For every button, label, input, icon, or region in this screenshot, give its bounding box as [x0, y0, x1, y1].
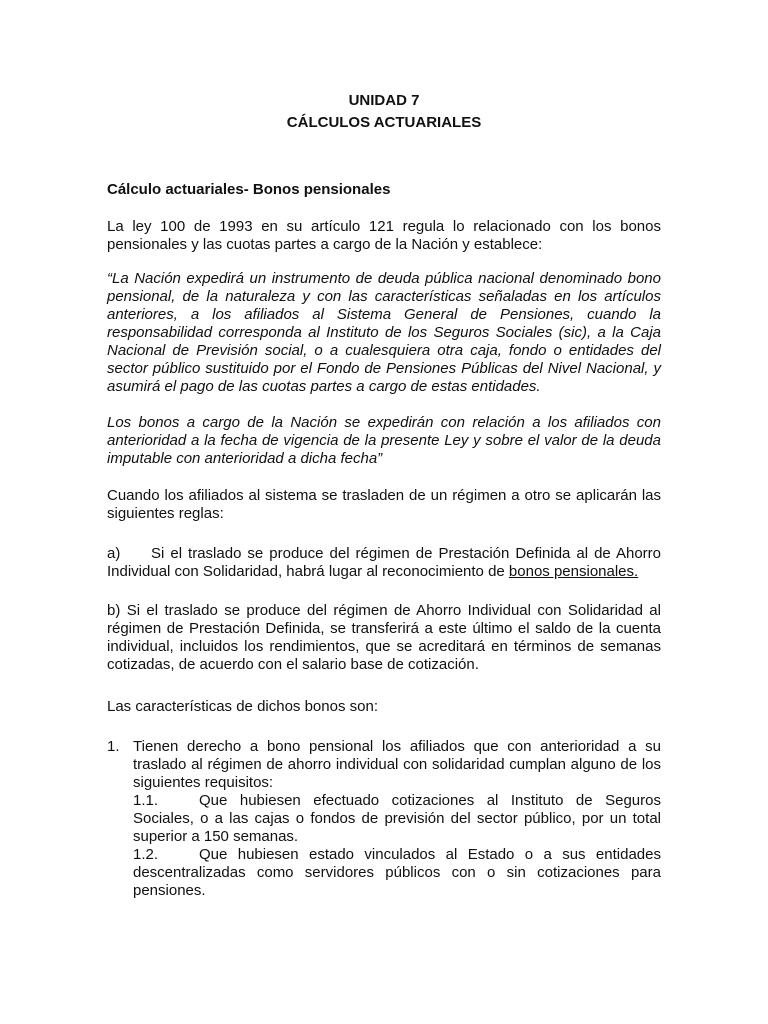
- unit-title: UNIDAD 7: [348, 92, 420, 109]
- title-block: [107, 92, 661, 132]
- rule-a-label: a): [107, 545, 121, 562]
- quote-paragraph-1: “La Nación expedirá un instrumento de deuda pública nacional denominado bono pensional, de la naturaleza y con las características señaladas en los artículos anteriores, a los afiliados al Sistema General de Pensiones, cuando la responsabilidad corresponda al Instituto de los Seguros Sociales (sic), a la Caja Nacional de Previsión social, o a cualesquiera otra caja, fondo o entidades del sector público sustituido por el Fondo de Pensiones Públicas del Nivel Nacional, y asumirá el pago de las cuotas partes a cargo de estas entidades.: [107, 270, 661, 395]
- sub-list-item: [133, 846, 661, 900]
- sub-list-item-number: 1.2.: [133, 846, 159, 863]
- list-item: [107, 738, 661, 900]
- sub-list-item-number: 1.1.: [133, 792, 159, 809]
- intro-paragraph: La ley 100 de 1993 en su artículo 121 regula lo relacionado con los bonos pensionales y las cuotas partes a cargo de la Nación y establece:: [107, 218, 661, 253]
- rules-intro-paragraph: Cuando los afiliados al sistema se trasladen de un régimen a otro se aplicarán las siguientes reglas:: [107, 487, 661, 522]
- characteristics-intro: Las características de dichos bonos son:: [107, 698, 378, 715]
- sub-list-item: [133, 792, 661, 846]
- sub-list-item-text: Que hubiesen estado vinculados al Estado o a sus entidades descentralizadas como servidores públicos con o sin cotizaciones para pensiones.: [133, 846, 661, 899]
- section-heading: Cálculo actuariales- Bonos pensionales: [107, 181, 391, 198]
- quote-paragraph-2: Los bonos a cargo de la Nación se expedirán con relación a los afiliados con anterioridad a la fecha de vigencia de la presente Ley y sobre el valor de la deuda imputable con anterioridad a dicha fecha”: [107, 414, 661, 467]
- subject-title: CÁLCULOS ACTUARIALES: [286, 114, 482, 131]
- list-item-text: Tienen derecho a bono pensional los afiliados que con anterioridad a su traslado al régimen de ahorro individual con solidaridad cumplan alguno de los siguientes requisitos:: [133, 738, 661, 791]
- sub-list-item-text: Que hubiesen efectuado cotizaciones al Instituto de Seguros Sociales, o a las cajas o fondos de previsión del sector público, por un total superior a 150 semanas.: [133, 792, 661, 845]
- rule-a-paragraph: [107, 545, 661, 581]
- list-item-number: 1.: [107, 738, 120, 755]
- bonos-pensionales-link[interactable]: bonos pensionales.: [508, 563, 639, 580]
- rule-b-paragraph: b) Si el traslado se produce del régimen de Ahorro Individual con Solidaridad al régimen de Prestación Definida, se transferirá a este último el saldo de la cuenta individual, incluidos los rendimientos, que se acreditará en términos de semanas cotizadas, de acuerdo con el salario base de cotización.: [107, 602, 661, 673]
- rule-a-text: Si el traslado se produce del régimen de Prestación Definida al de Ahorro Individual con Solidaridad, habrá lugar al reconocimiento de: [107, 545, 661, 580]
- characteristics-list: [107, 738, 661, 900]
